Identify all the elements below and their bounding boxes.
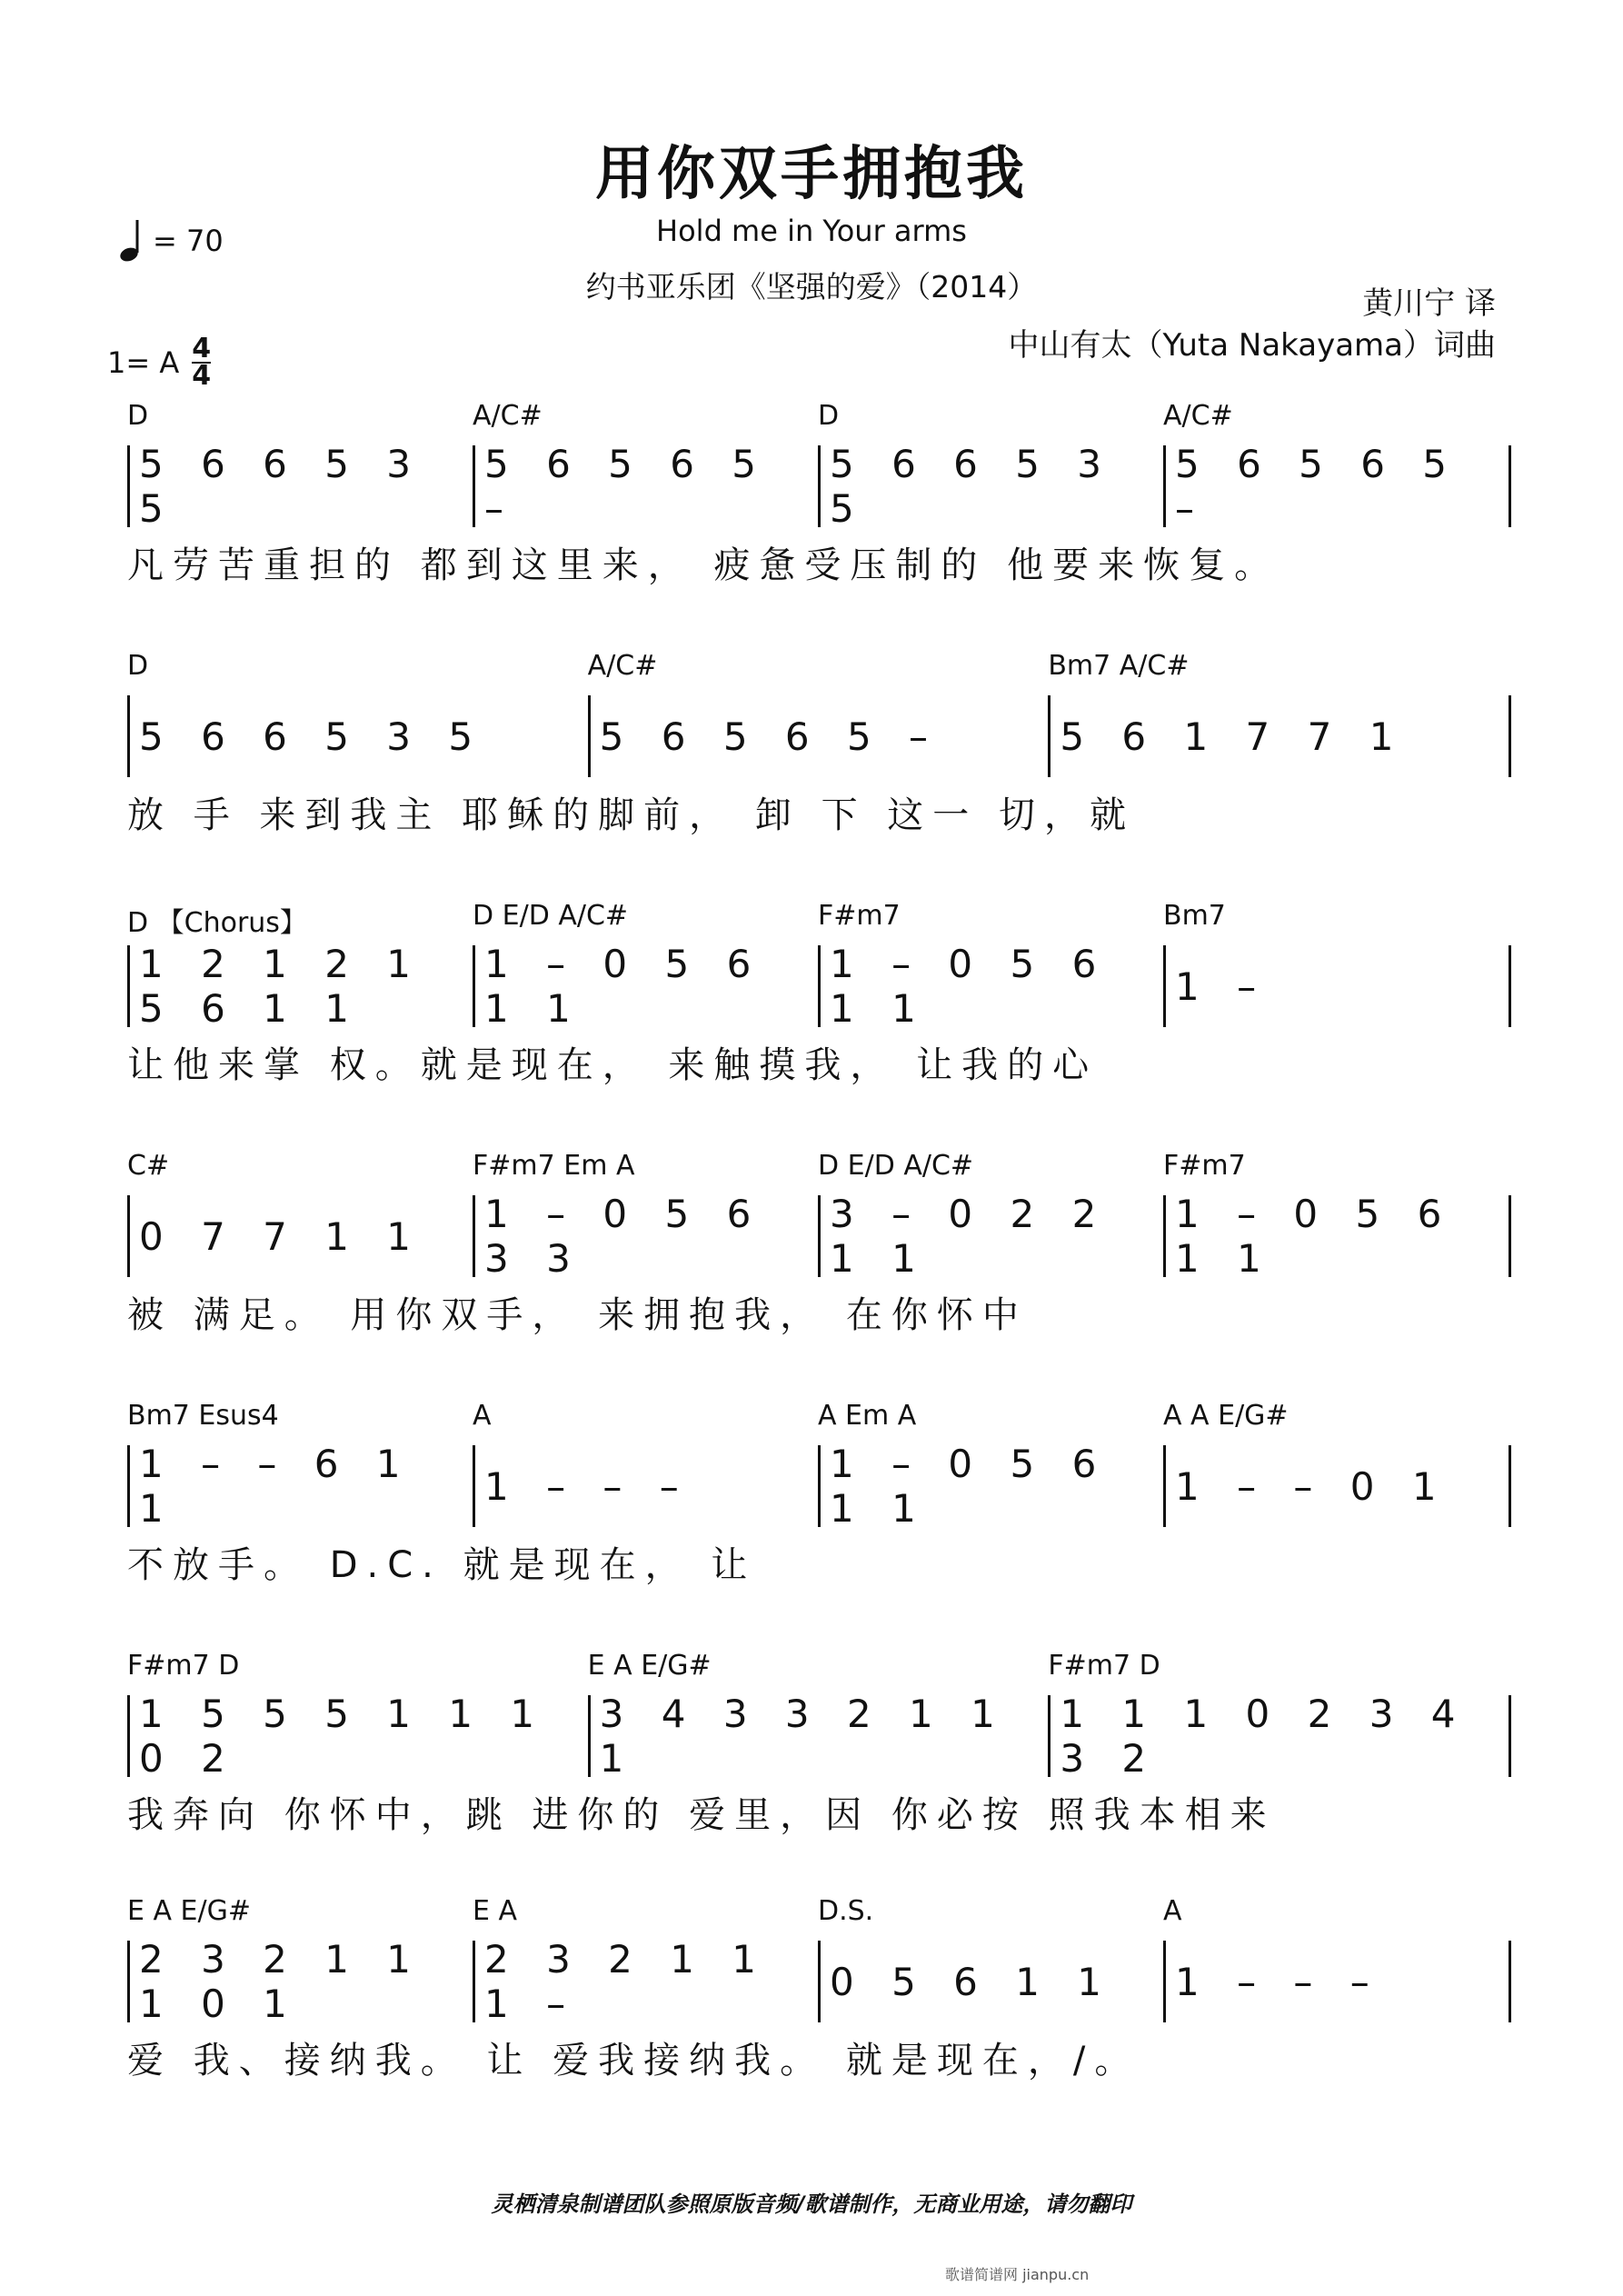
measure: 1 – 0 5 6 1 1	[475, 945, 821, 1027]
chord-symbol: D 【Chorus】	[127, 907, 307, 939]
chord-symbol: F#m7 D	[127, 1650, 240, 1682]
key-label: 1= A	[107, 345, 180, 380]
measure: 1 – – 0 1	[1166, 1445, 1511, 1527]
measure: 5 6 6 5 3 5	[130, 445, 475, 527]
measure: 5 6 5 6 5 –	[591, 695, 1051, 777]
key-signature	[107, 333, 212, 392]
chord-line	[127, 1895, 1508, 1932]
chord-symbol: F#m7	[818, 900, 901, 932]
chord-symbol: E A	[473, 1895, 518, 1927]
chord-line	[127, 1650, 1508, 1686]
chord-symbol: D	[127, 400, 149, 432]
chord-line	[127, 400, 1508, 436]
subtitle: Hold me in Your arms	[656, 214, 967, 248]
notes-line	[127, 1192, 1511, 1281]
score-row	[127, 900, 1508, 1118]
measure: 5 6 1 7 7 1	[1050, 695, 1511, 777]
notes-line	[127, 1937, 1511, 2026]
chord-symbol: A/C#	[473, 400, 543, 432]
chord-symbol: A/C#	[1163, 400, 1233, 432]
measure: 1 – 0 5 6 1 1	[821, 945, 1166, 1027]
lyric-line: 让他来掌 权。就是现在， 来触摸我， 让我的心	[127, 1044, 1099, 1086]
time-signature	[192, 333, 212, 392]
score-row	[127, 400, 1508, 618]
chord-symbol: E A E/G#	[587, 1650, 712, 1682]
measure: 2 3 2 1 1 1 0 1	[130, 1941, 475, 2022]
measure: 1 1 1 0 2 3 4 3 2	[1050, 1695, 1511, 1777]
score-row	[127, 650, 1508, 868]
measure: 5 6 5 6 5 –	[475, 445, 821, 527]
chord-symbol: E A E/G#	[127, 1895, 251, 1927]
chord-symbol: Bm7	[1163, 900, 1226, 932]
chord-symbol: D E/D A/C#	[473, 900, 629, 932]
chord-symbol: D.S.	[818, 1895, 874, 1927]
quarter-note-icon	[118, 218, 145, 264]
footer-note: 灵栖清泉制谱团队参照原版音频/歌谱制作，无商业用途，请勿翻印	[491, 2191, 1132, 2217]
measure: 1 – – –	[475, 1445, 821, 1527]
lyric-line: 爱 我、接纳我。 让 爱我接纳我。 就是现在，/。	[127, 2040, 1140, 2081]
chord-line	[127, 900, 1508, 939]
measure: 1 – – –	[1166, 1941, 1511, 2022]
time-top: 4	[192, 333, 212, 364]
measure: 5 6 6 5 3 5	[821, 445, 1166, 527]
measure: 1 5 5 5 1 1 1 0 2	[130, 1695, 591, 1777]
chord-symbol: A	[473, 1400, 492, 1432]
chord-symbol: D	[818, 400, 840, 432]
score-row	[127, 1650, 1508, 1868]
time-bottom: 4	[192, 360, 212, 392]
measure: 1 2 1 2 1 5 6 1 1	[130, 945, 475, 1027]
page-title: 用你双手拥抱我	[595, 141, 1028, 208]
translator: 黄川宁 译	[1362, 285, 1496, 322]
chord-symbol: A	[1163, 1895, 1182, 1927]
lyric-line: 凡劳苦重担的 都到这里来， 疲惫受压制的 他要来恢复。	[127, 544, 1280, 586]
chord-symbol: F#m7	[1163, 1150, 1246, 1182]
lyric-line: 放 手 来到我主 耶稣的脚前， 卸 下 这一 切，就	[127, 794, 1136, 836]
measure: 3 – 0 2 2 1 1	[821, 1195, 1166, 1277]
notes-line	[127, 942, 1511, 1031]
notes-line	[127, 1442, 1511, 1531]
notes-line	[127, 1692, 1511, 1781]
chord-symbol: A/C#	[587, 650, 658, 682]
notes-line	[127, 695, 1511, 777]
chord-symbol: C#	[127, 1150, 170, 1182]
score-row	[127, 1895, 1508, 2113]
measure: 1 – 0 5 6 3 3	[475, 1195, 821, 1277]
notes-line	[127, 442, 1511, 531]
measure: 2 3 2 1 1 1 –	[475, 1941, 821, 2022]
chord-line	[127, 1400, 1508, 1436]
score-row	[127, 1150, 1508, 1368]
measure: 1 –	[1166, 945, 1511, 1027]
chord-line	[127, 1150, 1508, 1186]
chord-symbol: A A E/G#	[1163, 1400, 1289, 1432]
watermark: 歌谱简谱网 jianpu.cn	[945, 2266, 1090, 2283]
measure: 0 5 6 1 1	[821, 1941, 1166, 2022]
album-info: 约书亚乐团《坚强的爱》（2014）	[585, 269, 1038, 304]
measure: 1 – – 6 1 1	[130, 1445, 475, 1527]
composer: 中山有太（Yuta Nakayama）词曲	[1008, 327, 1496, 364]
measure: 3 4 3 3 2 1 1 1	[591, 1695, 1051, 1777]
score-row	[127, 1400, 1508, 1618]
chord-line	[127, 650, 1508, 686]
tempo-value: = 70	[153, 224, 224, 258]
lyric-line: 我奔向 你怀中，跳 进你的 爱里，因 你必按 照我本相来	[127, 1794, 1276, 1836]
chord-symbol: F#m7 D	[1048, 1650, 1160, 1682]
measure: 1 – 0 5 6 1 1	[821, 1445, 1166, 1527]
tempo-marking	[118, 218, 224, 264]
measure: 0 7 7 1 1	[130, 1195, 475, 1277]
chord-symbol: Bm7 A/C#	[1048, 650, 1190, 682]
chord-symbol: Bm7 Esus4	[127, 1400, 279, 1432]
lyric-line: 不放手。 D.C. 就是现在， 让	[127, 1544, 757, 1586]
chord-symbol: D E/D A/C#	[818, 1150, 974, 1182]
measure: 5 6 6 5 3 5	[130, 695, 591, 777]
measure: 5 6 5 6 5 –	[1166, 445, 1511, 527]
measure: 1 – 0 5 6 1 1	[1166, 1195, 1511, 1277]
chord-symbol: D	[127, 650, 149, 682]
chord-symbol: F#m7 Em A	[473, 1150, 635, 1182]
lyric-line: 被 满足。 用你双手， 来拥抱我， 在你怀中	[127, 1294, 1028, 1336]
chord-symbol: A Em A	[818, 1400, 917, 1432]
